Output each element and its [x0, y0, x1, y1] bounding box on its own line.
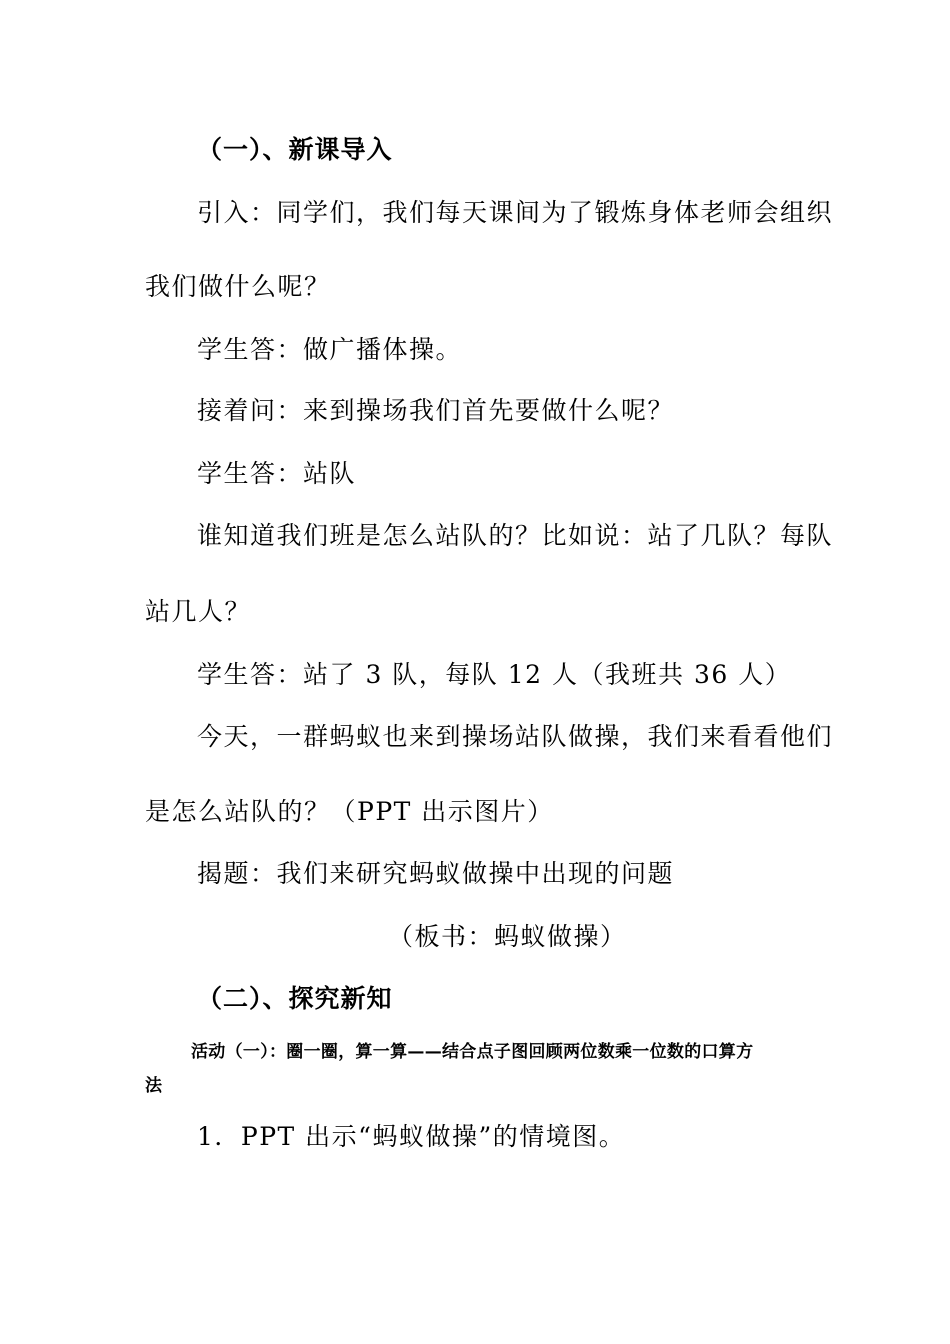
activity-line-1: 活动（一）：圈一圈，算一算——结合点子图回顾两位数乘一位数的口算方 [191, 1042, 754, 1062]
follow-up-question: 接着问：来到操场我们首先要做什么呢？ [197, 396, 675, 425]
board-note: （板书：蚂蚁做操） [388, 922, 627, 951]
section1-heading: （一）、新课导入 [197, 135, 393, 164]
student-answer-3: 学生答：站了 3 队，每队 12 人（我班共 36 人） [197, 660, 792, 689]
section2-heading: （二）、探究新知 [197, 984, 393, 1013]
step-1: 1．PPT 出示“蚂蚁做操”的情境图。 [197, 1122, 626, 1151]
student-answer-2: 学生答：站队 [197, 459, 357, 488]
student-answer-1: 学生答：做广播体操。 [197, 335, 463, 364]
today-line-2: 是怎么站队的？（PPT 出示图片） [145, 797, 554, 826]
today-line-1: 今天，一群蚂蚁也来到操场站队做操，我们来看看他们 [197, 722, 834, 751]
activity-line-2: 法 [145, 1076, 163, 1096]
question-line-1: 谁知道我们班是怎么站队的？比如说：站了几队？每队 [197, 521, 834, 550]
intro-line-1: 引入：同学们，我们每天课间为了锻炼身体老师会组织 [197, 198, 834, 227]
intro-line-2: 我们做什么呢？ [145, 272, 331, 301]
question-line-2: 站几人？ [145, 597, 252, 626]
reveal-topic: 揭题：我们来研究蚂蚁做操中出现的问题 [197, 859, 675, 888]
